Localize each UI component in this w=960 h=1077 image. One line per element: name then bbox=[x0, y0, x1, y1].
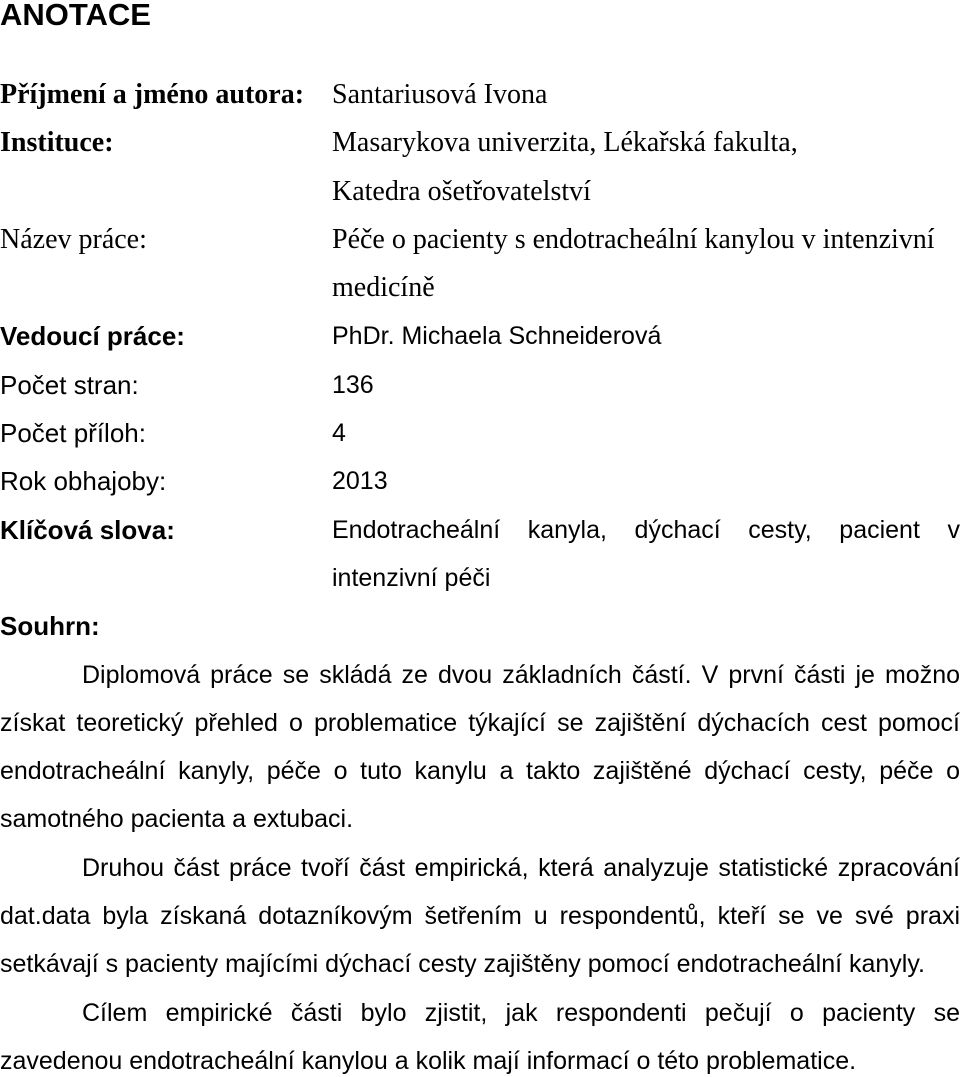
meta-row-keywords bbox=[0, 515, 960, 593]
supervisor-name: PhDr. Michaela Schneiderová bbox=[332, 322, 662, 351]
supervisor-label: Vedoucí práce: bbox=[0, 321, 185, 352]
attachment-count-label: Počet příloh: bbox=[0, 418, 146, 449]
author-label: Příjmení a jméno autora: bbox=[0, 80, 305, 110]
attachment-count-number: 4 bbox=[332, 419, 346, 448]
paragraph-line: samotného pacienta a extubaci. bbox=[0, 805, 354, 834]
thesis-title-value bbox=[332, 225, 960, 303]
defense-year-number: 2013 bbox=[332, 467, 388, 496]
paragraph-line: dat.data byla získaná dotazníkovým šetřením u respondentů, kteří se ve své praxi bbox=[0, 902, 960, 931]
supervisor-value bbox=[332, 321, 960, 351]
summary-heading-row bbox=[0, 611, 960, 641]
summary-label: Souhrn: bbox=[0, 611, 100, 642]
page-count-value bbox=[332, 370, 960, 400]
meta-row-page-count bbox=[0, 370, 960, 400]
annotation-body bbox=[0, 80, 960, 1076]
meta-row-author bbox=[0, 80, 960, 110]
paragraph-line: setkávají s pacienty majícími dýchací cesty zajištěny pomocí endotracheální kanyly. bbox=[0, 950, 925, 979]
thesis-title-label: Název práce: bbox=[0, 224, 147, 255]
attachment-count-value bbox=[332, 418, 960, 448]
institution-label: Instituce: bbox=[0, 128, 114, 159]
paragraph-line: Diplomová práce se skládá ze dvou základních částí. V první části je možno bbox=[82, 660, 960, 689]
institution-line: Katedra ošetřovatelství bbox=[332, 176, 591, 207]
keywords-line: intenzivní péči bbox=[332, 563, 491, 592]
defense-year-value bbox=[332, 466, 960, 496]
defense-year-label: Rok obhajoby: bbox=[0, 466, 167, 497]
page-count-number: 136 bbox=[332, 370, 374, 399]
author-name: Santariusová Ivona bbox=[332, 80, 548, 110]
thesis-title-line: Péče o pacienty s endotracheální kanylou v intenzivní bbox=[332, 224, 935, 255]
institution-line: Masarykova univerzita, Lékařská fakulta, bbox=[332, 128, 798, 159]
thesis-title-line: medicíně bbox=[332, 273, 435, 304]
meta-row-supervisor bbox=[0, 321, 960, 351]
page-count-label: Počet stran: bbox=[0, 369, 139, 400]
summary-paragraph bbox=[0, 660, 960, 835]
paragraph-line: zavedenou endotracheální kanylou a kolik mají informací o této problematice. bbox=[0, 1046, 857, 1075]
meta-row-attachment-count bbox=[0, 418, 960, 448]
paragraph-line: endotracheální kanyly, péče o tuto kanylu a takto zajištěné dýchací cesty, péče o bbox=[0, 757, 960, 786]
institution-value bbox=[332, 128, 960, 206]
paragraph-line: Cílem empirické části bylo zjistit, jak respondenti pečují o pacienty se bbox=[82, 998, 960, 1027]
keywords-label: Klíčová slova: bbox=[0, 514, 175, 545]
page-title: ANOTACE bbox=[0, 0, 151, 32]
author-value bbox=[332, 80, 960, 110]
meta-row-institution bbox=[0, 128, 960, 206]
paragraph-line: získat teoretický přehled o problematice týkající se zajištění dýchacích cest pomocí bbox=[0, 708, 960, 737]
meta-row-thesis-title bbox=[0, 225, 960, 303]
paragraph-line: Druhou část práce tvoří část empirická, která analyzuje statistické zpracování bbox=[82, 853, 960, 882]
summary-paragraph bbox=[0, 853, 960, 980]
meta-row-defense-year bbox=[0, 466, 960, 496]
summary-paragraph bbox=[0, 998, 960, 1076]
keywords-line: Endotracheální kanyla, dýchací cesty, pacient v bbox=[332, 515, 960, 544]
keywords-value bbox=[332, 515, 960, 593]
